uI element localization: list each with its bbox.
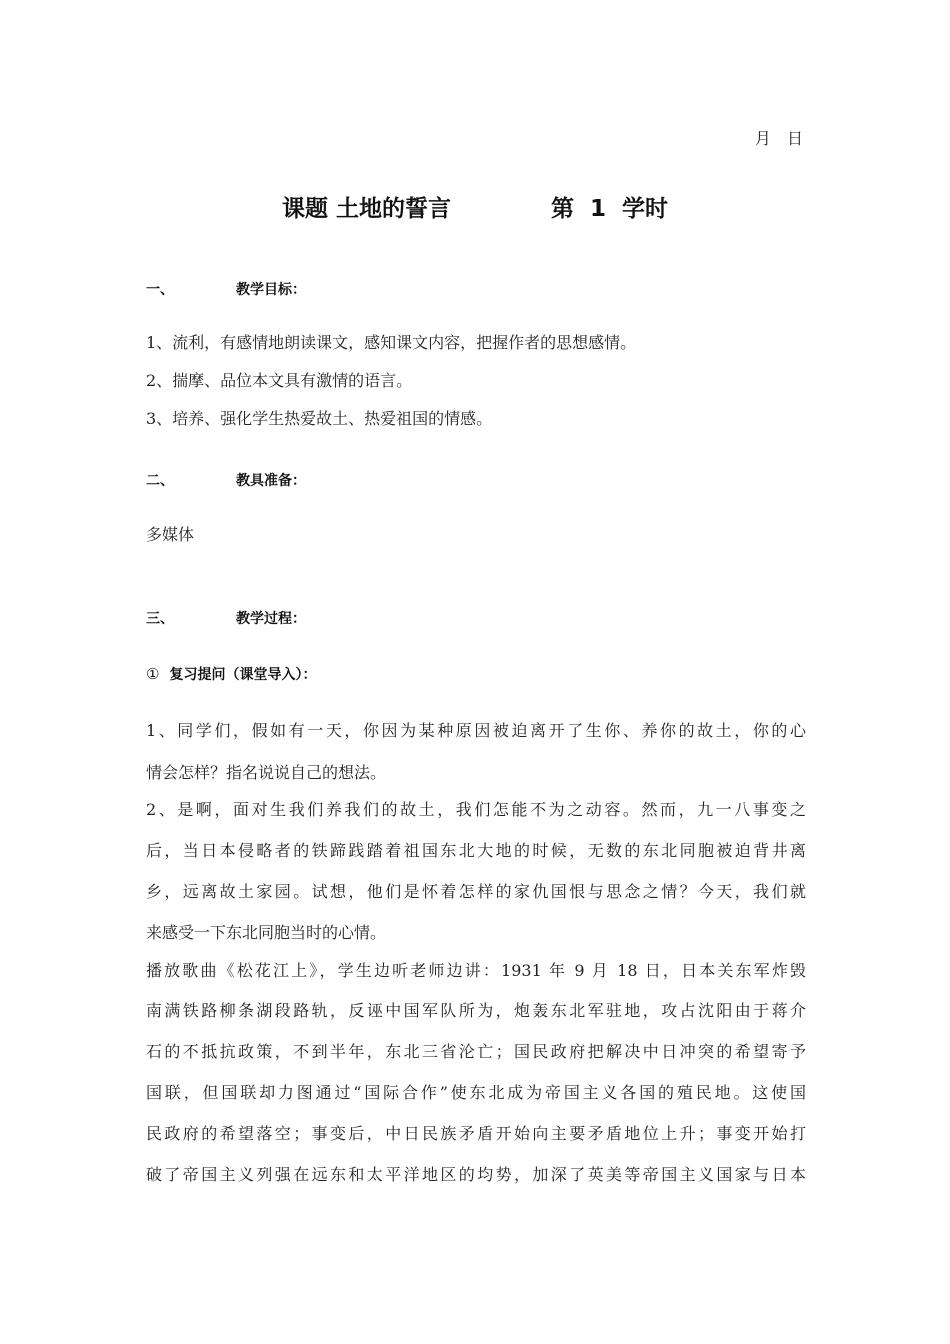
body-line: 破了帝国主义列强在远东和太平洋地区的均势，加深了英美等帝国主义国家与日本 — [146, 1165, 806, 1184]
section-number: 三、 — [146, 611, 174, 627]
body-line: 民政府的希望落空；事变后，中日民族矛盾开始向主要矛盾地位上升；事变开始打 — [146, 1124, 806, 1143]
lesson-period: 第 1 学时 — [550, 196, 669, 222]
section-number: 一、 — [146, 282, 174, 298]
body-line: 后，当日本侵略者的铁蹄践踏着祖国东北大地的时候，无数的东北同胞被迫背井离 — [146, 841, 806, 860]
objective-item: 3、培养、强化学生热爱故土、热爱祖国的情感。 — [146, 409, 493, 428]
body-line: 国联，但国联却力图通过“国际合作”使东北成为帝国主义各国的殖民地。这使国 — [146, 1083, 806, 1102]
body-line: 乡，远离故土家园。试想，他们是怀着怎样的家仇国恨与思念之情？今天，我们就 — [146, 882, 806, 901]
section-number: 二、 — [146, 473, 174, 489]
body-line: 南满铁路柳条湖段路轨，反诬中国军队所为，炮轰东北军驻地，攻占沈阳由于蒋介 — [146, 1001, 806, 1020]
section-heading-process — [146, 608, 306, 628]
section-label: 教学过程： — [236, 611, 306, 627]
step-heading — [146, 664, 316, 684]
section-heading-tools — [146, 470, 306, 490]
lesson-title — [0, 190, 950, 223]
objective-item: 2、揣摩、品位本文具有激情的语言。 — [146, 371, 413, 390]
date-line: 月 日 — [754, 129, 805, 148]
lesson-topic: 课题 土地的誓言 — [281, 196, 451, 222]
section-label: 教学目标： — [236, 282, 306, 298]
step-label: 复习提问（课堂导入）： — [169, 667, 317, 683]
step-marker: ① — [146, 665, 160, 683]
body-line: 播放歌曲《松花江上》，学生边听老师边讲：1931 年 9 月 18 日，日本关东军炸毁 — [146, 961, 806, 980]
body-line: 石的不抵抗政策，不到半年，东北三省沦亡；国民政府把解决中日冲突的希望寄予 — [146, 1042, 806, 1061]
section-heading-objectives — [146, 279, 306, 299]
body-line: 2、是啊，面对生我们养我们的故土，我们怎能不为之动容。然而，九一八事变之 — [146, 800, 806, 819]
section-label: 教具准备： — [236, 473, 306, 489]
body-line: 情会怎样？指名说说自己的想法。 — [146, 763, 387, 782]
body-line: 来感受一下东北同胞当时的心情。 — [146, 923, 387, 942]
tools-text: 多媒体 — [146, 525, 195, 544]
objective-item: 1、流利，有感情地朗读课文，感知课文内容，把握作者的思想感情。 — [146, 333, 637, 352]
body-line: 1、同学们，假如有一天，你因为某种原因被迫离开了生你、养你的故土，你的心 — [146, 721, 806, 740]
